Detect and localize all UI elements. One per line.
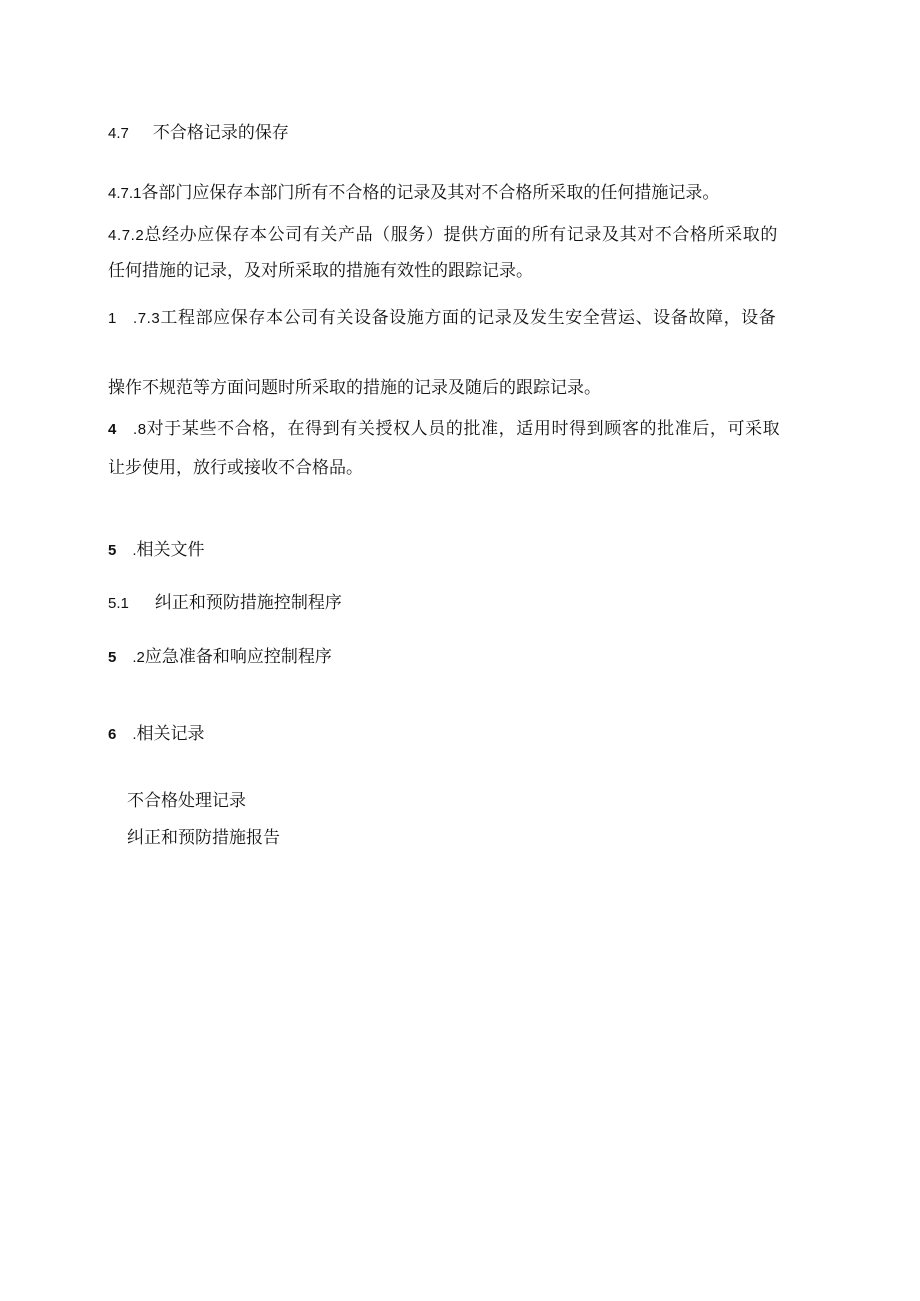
record-text: 不合格处理记录 xyxy=(127,791,246,811)
section-number-b: . xyxy=(132,726,137,743)
item-number-a: 4 xyxy=(108,421,117,438)
section-number-b: . xyxy=(132,542,137,559)
item-4-7-3-line2 xyxy=(108,376,601,400)
section-title: 不合格记录的保存 xyxy=(152,123,289,143)
section-5-heading xyxy=(108,538,205,563)
item-number-b: .7.3 xyxy=(132,310,161,327)
item-text: 任何措施的记录，及对所采取的措施有效性的跟踪记录。 xyxy=(108,261,533,281)
item-number-a: 1 xyxy=(108,310,117,327)
item-text: 总经办应保存本公司有关产品（服务）提供方面的所有记录及其对不合格所采取的 xyxy=(144,225,778,245)
section-4-7-heading xyxy=(108,121,289,146)
section-title: 相关文件 xyxy=(136,540,205,560)
section-number-a: 6 xyxy=(108,726,117,743)
item-text: 应急准备和响应控制程序 xyxy=(144,647,332,667)
section-title: 相关记录 xyxy=(136,724,205,744)
item-number: 4.7.1 xyxy=(108,185,142,202)
item-4-8-line1 xyxy=(108,417,780,442)
item-number: 4.7.2 xyxy=(108,227,145,244)
item-4-7-2-line1 xyxy=(108,223,778,248)
item-text: 工程部应保存本公司有关设备设施方面的记录及发生安全营运、设备故障，设备 xyxy=(160,308,777,328)
section-number: 4.7 xyxy=(108,125,129,142)
item-5-2 xyxy=(108,645,332,670)
item-text: 让步使用，放行或接收不合格品。 xyxy=(108,458,363,478)
item-4-7-2-line2 xyxy=(108,259,533,283)
item-4-7-3-line1 xyxy=(108,306,776,331)
record-item xyxy=(127,826,280,850)
record-item xyxy=(127,789,246,813)
section-number-a: 5 xyxy=(108,542,117,559)
item-number-b: .8 xyxy=(132,421,147,438)
item-number: 5.1 xyxy=(108,595,129,612)
item-4-8-line2 xyxy=(108,456,363,480)
item-text: 对于某些不合格，在得到有关授权人员的批准，适用时得到顾客的批准后，可采取 xyxy=(146,419,781,439)
section-6-heading xyxy=(108,722,205,747)
item-number-b: .2 xyxy=(132,649,145,666)
item-4-7-1 xyxy=(108,181,719,206)
item-text: 操作不规范等方面问题时所采取的措施的记录及随后的跟踪记录。 xyxy=(108,378,601,398)
item-5-1 xyxy=(108,591,342,616)
item-text: 各部门应保存本部门所有不合格的记录及其对不合格所采取的任何措施记录。 xyxy=(141,183,720,203)
item-text: 纠正和预防措施控制程序 xyxy=(154,593,342,613)
record-text: 纠正和预防措施报告 xyxy=(127,828,280,848)
item-number-a: 5 xyxy=(108,649,117,666)
